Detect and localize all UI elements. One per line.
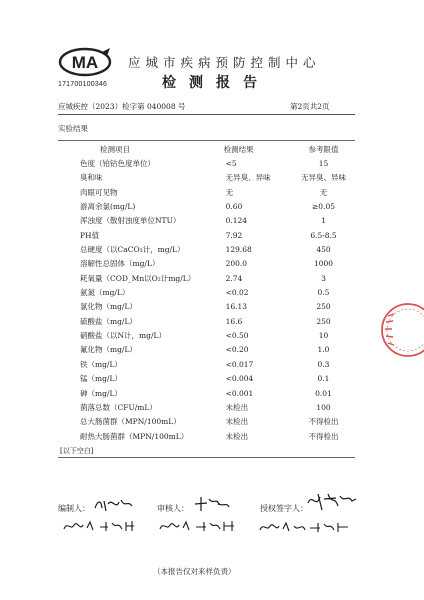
table-row [58,314,355,328]
table-row [58,242,355,256]
test-result: 无 [225,187,234,197]
test-item: 总硬度（以CaCO₃计，mg/L） [80,245,185,255]
logo-mark: MA [71,53,99,72]
test-result: 未检出 [225,417,249,427]
table-row [58,328,355,342]
test-item: 砷（mg/L） [80,388,122,398]
test-item: 菌落总数（CFU/mL） [80,402,157,412]
table-row [58,372,355,386]
test-item: 锰（mg/L） [80,374,122,384]
reference-limit: 15 [318,159,329,169]
reference-limit: 0.01 [315,388,332,398]
test-result: <0.20 [225,345,249,355]
table-row [58,171,355,185]
test-item: 硫酸盐（mg/L） [80,316,137,326]
reference-limit: 450 [316,245,331,255]
header-reference: 参考限值 [308,144,339,154]
table-row [58,214,355,228]
table-row [58,199,355,213]
approver-signature [306,491,358,513]
test-result: <5 [225,159,237,169]
test-result: 16.6 [225,316,243,326]
reference-limit: 3 [321,273,326,283]
table-row [58,185,355,199]
table-row [58,357,355,371]
reference-limit: 1.0 [317,345,330,355]
test-item: 色度（铂钴色度单位） [80,159,155,169]
test-result: <0.001 [225,388,254,398]
table-row [58,156,355,170]
test-result: <0.004 [225,374,254,384]
test-item: 浑浊度（散射浊度单位NTU） [80,216,181,226]
table-header-row [58,142,355,156]
table-row [58,257,355,271]
reference-limit: 100 [316,402,331,412]
reviewer-signature [193,495,231,513]
section-title: 实验结果 [58,124,88,133]
test-item: 铁（mg/L） [80,359,122,369]
compiler-label: 编制人： [58,504,90,513]
table-row [58,386,355,400]
table-bottom-divider [58,457,355,458]
red-seal-stamp [368,302,424,358]
test-result: 7.92 [225,230,243,240]
compiler-signature [92,496,136,514]
test-item: 溶解性总固体（mg/L） [80,259,160,269]
test-result: 16.13 [225,302,248,312]
approver-date-handwritten [258,518,350,536]
report-number: 应城疾控（2023）检字第 040008 号 [58,102,186,111]
test-result: <0.50 [225,331,249,341]
results-table [58,142,355,443]
reference-limit: 6.5-8.5 [310,230,337,240]
reviewer-label: 审核人： [157,504,189,513]
test-item: 氯化物（mg/L） [80,302,137,312]
reference-limit: 1000 [313,259,334,269]
header-divider [58,114,355,115]
test-result: 129.68 [225,245,252,255]
table-row [58,228,355,242]
test-item: 游离余氯(mg/L) [80,202,136,212]
reference-limit: 不得检出 [308,417,339,427]
ma-certification-logo [58,47,112,77]
header-item: 检测项目 [100,144,130,154]
table-row [58,343,355,357]
reviewer-date-handwritten [158,517,242,535]
compiler-date-handwritten [62,517,142,535]
approver-label: 授权签字人： [260,504,308,513]
table-row [58,400,355,414]
test-item: PH值 [80,230,100,240]
reference-limit: 0.5 [317,288,330,298]
test-item: 氟化物（mg/L） [80,345,137,355]
blank-below-note: [以下空白] [60,447,94,455]
test-item: 耗氧量（COD_Mn以O₂计mg/L） [80,273,196,283]
certificate-number: 171700100346 [58,81,108,88]
test-result: 2.74 [225,273,243,283]
table-row [58,271,355,285]
test-item: 硝酸盐（以N计，mg/L） [80,331,166,341]
reference-limit: 10 [318,331,329,341]
test-item: 耐热大肠菌群（MPN/100mL） [80,431,189,441]
reference-limit: 1 [321,216,326,226]
table-row [58,285,355,299]
table-top-divider [58,140,355,141]
reference-limit: ≥0.05 [312,202,335,212]
footer-note: （本报告仅对来样负责） [153,567,236,576]
organization-name: 应城市疾病预防控制中心 [128,55,321,70]
results-table-body [58,142,355,443]
table-row [58,415,355,429]
reference-limit: 0.1 [317,374,330,384]
test-result: <0.017 [225,359,254,369]
page-indicator: 第2页共2页 [290,102,330,111]
test-result: 未检出 [225,431,249,441]
test-item: 臭和味 [80,173,103,183]
test-item: 总大肠菌群（MPN/100mL） [80,417,181,427]
reference-limit: 不得检出 [308,431,339,441]
table-row [58,429,355,443]
report-title: 检测报告 [162,75,270,91]
reference-limit: 无异臭、异味 [301,173,346,183]
test-result: 0.124 [225,216,248,226]
test-item: 肉眼可见物 [80,187,118,197]
test-item: 氨氮（mg/L） [80,288,130,298]
reference-limit: 无 [319,187,328,197]
test-result: 200.0 [225,259,248,269]
test-result: <0.02 [225,288,249,298]
test-result: 无异臭、异味 [225,173,271,183]
reference-limit: 250 [316,316,331,326]
table-row [58,300,355,314]
reference-limit: 0.3 [317,359,330,369]
reference-limit: 250 [316,302,331,312]
test-result: 0.60 [225,202,243,212]
header-result: 检测结果 [223,144,254,154]
test-result: 未检出 [225,402,249,412]
